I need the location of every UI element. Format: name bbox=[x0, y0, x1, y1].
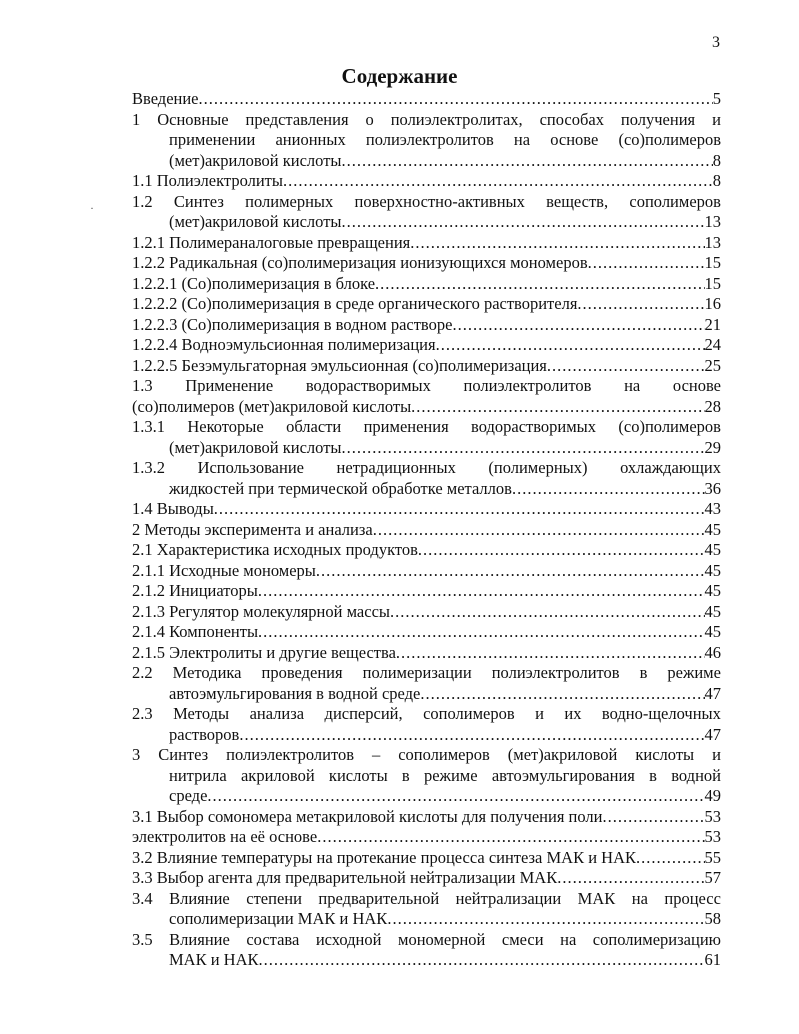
dot-leader bbox=[557, 868, 704, 888]
toc-line bbox=[132, 212, 721, 234]
toc-word: смеси bbox=[501, 929, 544, 949]
toc-line bbox=[132, 335, 721, 357]
toc-word: 1.2 bbox=[132, 191, 153, 211]
toc-line bbox=[132, 233, 721, 255]
toc-entry-label: жидкостей при термической обработке металлов bbox=[169, 478, 512, 498]
page-number: 3 bbox=[712, 34, 720, 51]
toc-entry-label: 2 Методы эксперимента и анализа bbox=[132, 519, 373, 539]
toc-entry-label: 2.1.4 Компоненты bbox=[132, 622, 259, 641]
toc-page-number: 58 bbox=[704, 909, 721, 928]
toc-word: применении bbox=[169, 130, 256, 149]
dot-leader bbox=[259, 950, 705, 970]
toc-word: режиме bbox=[667, 663, 721, 682]
toc-line bbox=[132, 192, 721, 214]
toc-word: 1.3.2 bbox=[132, 458, 165, 477]
toc-word: полиэлектролитов bbox=[365, 130, 494, 149]
toc-line bbox=[132, 89, 721, 111]
scan-speck: · bbox=[90, 201, 94, 215]
dot-leader bbox=[258, 581, 705, 601]
toc-word: на bbox=[560, 929, 577, 949]
toc-page-number: 16 bbox=[704, 294, 721, 313]
toc-word: и bbox=[535, 704, 544, 723]
toc-word: (полимерных) bbox=[488, 458, 588, 477]
toc-word: поверхностно-активных bbox=[354, 191, 525, 211]
toc-word: полимеризации bbox=[362, 663, 472, 682]
toc-word: способах bbox=[539, 109, 604, 129]
toc-entry-label: 1.2.2.4 Водноэмульсионная полимеризация bbox=[132, 335, 436, 354]
toc-word: водорастворимых bbox=[471, 417, 597, 436]
dot-leader bbox=[420, 684, 704, 704]
toc-word: 3.4 bbox=[132, 888, 153, 908]
dot-leader bbox=[577, 294, 704, 314]
toc-line bbox=[132, 315, 721, 337]
toc-page-number: 45 bbox=[704, 622, 721, 641]
toc-entry-label: 1.1 Полиэлектролиты bbox=[132, 171, 283, 190]
toc-page-number: 8 bbox=[712, 150, 721, 170]
dot-leader bbox=[342, 151, 713, 171]
toc-page-number: 45 bbox=[704, 540, 721, 559]
toc-word: 1.3 bbox=[132, 376, 153, 395]
toc-word: кислоты bbox=[328, 765, 388, 785]
toc-page-number: 8 bbox=[712, 171, 721, 190]
toc-line bbox=[132, 376, 721, 398]
toc-entry-label: автоэмульгирования в водной среде bbox=[169, 683, 421, 703]
toc-line bbox=[132, 294, 721, 316]
toc-line bbox=[132, 253, 721, 275]
toc-word: полиэлектролитах, bbox=[390, 109, 523, 129]
toc-line bbox=[132, 520, 721, 542]
toc-line bbox=[132, 561, 721, 583]
toc-word: предварительной bbox=[318, 888, 440, 908]
toc-word: Использование bbox=[197, 458, 304, 477]
toc-page-number: 53 bbox=[704, 827, 721, 846]
toc-word: водной bbox=[671, 765, 721, 785]
toc-word: анионных bbox=[275, 130, 346, 149]
toc-line bbox=[132, 438, 721, 460]
toc-page-number: 25 bbox=[704, 355, 721, 375]
toc-word: МАК bbox=[577, 888, 616, 908]
toc-page-number: 13 bbox=[704, 212, 721, 231]
dot-leader bbox=[342, 212, 705, 232]
toc-word: полиэлектролитов bbox=[491, 663, 620, 682]
toc-word: (мет)акриловой bbox=[507, 745, 618, 764]
toc-line bbox=[132, 130, 721, 152]
toc-word: представления bbox=[245, 109, 349, 129]
toc-page-number: 24 bbox=[704, 335, 721, 354]
toc-word: в bbox=[401, 765, 410, 785]
toc-page-number: 21 bbox=[704, 314, 721, 334]
toc-line bbox=[132, 458, 721, 480]
toc-page-number: 15 bbox=[704, 253, 721, 272]
toc-line bbox=[132, 930, 721, 952]
toc-word: (со)полимеров bbox=[618, 130, 721, 149]
toc-word: нейтрализации bbox=[455, 888, 562, 908]
toc-word: на bbox=[631, 888, 648, 908]
toc-line bbox=[132, 417, 721, 439]
dot-leader bbox=[396, 643, 705, 663]
toc-word: нетрадиционных bbox=[336, 458, 456, 477]
dot-leader bbox=[199, 89, 713, 109]
toc-word: 3 bbox=[132, 745, 141, 764]
toc-entry-label: 1.2.2.5 Безэмульгаторная эмульсионная (со)полимеризация bbox=[132, 355, 547, 375]
toc-word: в bbox=[649, 765, 657, 785]
toc-line bbox=[132, 725, 721, 747]
toc-word: сополимеров bbox=[629, 191, 721, 211]
toc-word: режиме bbox=[423, 765, 478, 785]
toc-page-number: 57 bbox=[704, 868, 721, 887]
toc-word: 3.5 bbox=[132, 929, 153, 949]
dot-leader bbox=[602, 807, 704, 827]
toc-entry-label: (со)полимеров (мет)акриловой кислоты bbox=[132, 396, 412, 416]
toc-word: полиэлектролитов bbox=[226, 745, 354, 764]
toc-line bbox=[132, 807, 721, 829]
toc-word: процесс bbox=[664, 888, 721, 908]
toc-entry-label: (мет)акриловой кислоты bbox=[169, 437, 342, 457]
dot-leader bbox=[418, 540, 705, 560]
toc-word: применения bbox=[363, 417, 449, 436]
toc-word: сополимеризацию bbox=[592, 929, 721, 949]
toc-word: на bbox=[513, 130, 531, 149]
toc-entry-label: 1.4 Выводы bbox=[132, 499, 214, 518]
toc-word: охлаждающих bbox=[620, 458, 721, 477]
toc-word: 2.3 bbox=[132, 704, 153, 723]
toc-line bbox=[132, 540, 721, 562]
toc-word: и bbox=[712, 745, 721, 764]
toc-entry-label: электролитов на её основе bbox=[132, 827, 318, 846]
dot-leader bbox=[373, 520, 705, 540]
toc-word: (со)полимеров bbox=[618, 417, 721, 436]
toc-word: сополимеров bbox=[423, 704, 515, 723]
toc-word: Основные bbox=[157, 109, 229, 129]
dot-leader bbox=[283, 171, 713, 191]
toc-word: дисперсий, bbox=[324, 704, 403, 723]
toc-page-number: 43 bbox=[704, 499, 721, 518]
toc-line bbox=[132, 499, 721, 521]
toc-word: нитрила bbox=[169, 765, 227, 785]
toc-page-number: 28 bbox=[704, 396, 721, 416]
toc-word: полимерных bbox=[245, 191, 334, 211]
dot-leader bbox=[239, 725, 704, 745]
toc-word: степени bbox=[246, 888, 302, 908]
toc-page-number: 13 bbox=[704, 232, 721, 252]
toc-entry-label: растворов bbox=[169, 724, 240, 744]
toc-page-number: 5 bbox=[712, 89, 721, 108]
toc-page-number: 53 bbox=[704, 806, 721, 826]
toc-line bbox=[132, 110, 721, 132]
toc-word: и bbox=[712, 109, 721, 129]
toc-word: области bbox=[286, 417, 342, 436]
toc-line bbox=[132, 745, 721, 767]
toc-page-number: 61 bbox=[704, 950, 721, 969]
toc-line bbox=[132, 704, 721, 726]
dot-leader bbox=[512, 479, 705, 499]
toc-line bbox=[132, 581, 721, 603]
toc-page-number: 47 bbox=[704, 683, 721, 703]
page-title: Содержание bbox=[341, 64, 458, 88]
dot-leader bbox=[316, 561, 705, 581]
toc-line bbox=[132, 868, 721, 890]
toc-word: автоэмульгирования bbox=[491, 765, 635, 785]
toc-line bbox=[132, 643, 721, 665]
toc-word: кислоты bbox=[635, 745, 695, 764]
toc-word: Методы bbox=[173, 704, 230, 723]
toc-word: состава bbox=[246, 929, 300, 949]
toc-word: акриловой bbox=[240, 765, 315, 785]
toc-entry-label: 2.1.5 Электролиты и другие вещества bbox=[132, 642, 396, 662]
toc-entry-label: 3.3 Выбор агента для предварительной нейтрализации МАК bbox=[132, 868, 558, 887]
toc-page-number: 36 bbox=[704, 478, 721, 498]
dot-leader bbox=[390, 602, 705, 622]
toc-line bbox=[132, 684, 721, 706]
toc-entry-label: (мет)акриловой кислоты bbox=[169, 150, 342, 170]
dot-leader bbox=[214, 499, 705, 519]
toc-word: основе bbox=[672, 376, 721, 395]
toc-word: 2.2 bbox=[132, 663, 153, 682]
toc-entry-label: 2.1 Характеристика исходных продуктов bbox=[132, 540, 418, 559]
toc-line bbox=[132, 766, 721, 788]
toc-word: Влияние bbox=[169, 888, 230, 908]
toc-page-number: 47 bbox=[704, 724, 721, 744]
toc-page-number: 45 bbox=[704, 519, 721, 539]
toc-entry-label: 3.1 Выбор сомономера метакриловой кислоты для получения поли bbox=[132, 806, 603, 826]
toc-line bbox=[132, 602, 721, 624]
dot-leader bbox=[436, 335, 705, 355]
toc-entry-label: 2.1.2 Инициаторы bbox=[132, 581, 258, 600]
toc-line bbox=[132, 274, 721, 296]
dot-leader bbox=[375, 274, 704, 294]
toc-word: их bbox=[564, 704, 582, 723]
toc-page-number: 29 bbox=[704, 437, 721, 457]
toc-entry-label: 2.1.1 Исходные мономеры bbox=[132, 560, 316, 580]
toc-entry-label: среде bbox=[169, 786, 208, 805]
toc-page-number: 55 bbox=[704, 847, 721, 867]
toc-entry-label: (мет)акриловой кислоты bbox=[169, 212, 342, 231]
toc-entry-label: 2.1.3 Регулятор молекулярной массы bbox=[132, 601, 390, 621]
toc-page-number: 46 bbox=[704, 642, 721, 662]
dot-leader bbox=[258, 622, 704, 642]
toc-word: водно-щелочных bbox=[601, 704, 721, 723]
toc-entry-label: 1.2.2.2 (Со)полимеризация в среде органического растворителя bbox=[132, 294, 578, 313]
toc-page-number: 45 bbox=[704, 560, 721, 580]
toc-line bbox=[132, 479, 721, 501]
toc-word: веществ, bbox=[546, 191, 609, 211]
toc-word: Методика bbox=[172, 663, 242, 682]
toc-page-number: 49 bbox=[704, 786, 721, 805]
toc-entry-label: МАК и НАК bbox=[169, 950, 259, 969]
toc-word: Влияние bbox=[169, 929, 230, 949]
toc-line bbox=[132, 889, 721, 911]
toc-line bbox=[132, 663, 721, 685]
toc-page-number: 45 bbox=[704, 581, 721, 600]
toc-word: проведения bbox=[261, 663, 343, 682]
toc-entry-label: 1.2.1 Полимераналоговые превращения bbox=[132, 232, 411, 252]
toc-line bbox=[132, 151, 721, 173]
toc-word: Синтез bbox=[158, 745, 209, 764]
toc-word: анализа bbox=[249, 704, 305, 723]
toc-word: исходной bbox=[315, 929, 382, 949]
dot-leader bbox=[317, 827, 704, 847]
toc-word: основе bbox=[550, 130, 599, 149]
toc-entry-label: 1.2.2.1 (Со)полимеризация в блоке bbox=[132, 273, 376, 293]
toc-entry-label: 3.2 Влияние температуры на протекание процесса синтеза МАК и НАК bbox=[132, 847, 637, 867]
toc-line bbox=[132, 622, 721, 644]
toc-line bbox=[132, 786, 721, 808]
toc-word: Применение bbox=[185, 376, 274, 395]
dot-leader bbox=[452, 315, 704, 335]
toc-line bbox=[132, 397, 721, 419]
dot-leader bbox=[588, 253, 705, 273]
toc-word: 1 bbox=[132, 109, 141, 129]
toc-entry-label: сополимеризации МАК и НАК bbox=[169, 909, 388, 928]
dot-leader bbox=[410, 233, 704, 253]
toc-line bbox=[132, 848, 721, 870]
toc-word: на bbox=[624, 376, 641, 395]
dot-leader bbox=[411, 397, 704, 417]
dot-leader bbox=[636, 848, 704, 868]
toc-word: – bbox=[371, 745, 381, 764]
toc-word: сополимеров bbox=[398, 745, 490, 764]
toc-entry-label: 1.2.2 Радикальная (со)полимеризация ионизующихся мономеров bbox=[132, 253, 588, 272]
toc-page-number: 45 bbox=[704, 601, 721, 621]
toc-page-number: 15 bbox=[704, 273, 721, 293]
dot-leader bbox=[342, 438, 705, 458]
toc-line bbox=[132, 827, 721, 849]
toc-word: 1.3.1 bbox=[132, 417, 165, 436]
toc-word: полиэлектролитов bbox=[463, 376, 592, 395]
toc-word: получения bbox=[620, 109, 696, 129]
toc-entry-label: Введение bbox=[132, 89, 199, 108]
toc-word: мономерной bbox=[398, 929, 486, 949]
toc-word: в bbox=[639, 663, 648, 682]
toc-entry-label: 1.2.2.3 (Со)полимеризация в водном растворе bbox=[132, 314, 453, 334]
toc-word: о bbox=[365, 109, 374, 129]
toc-line bbox=[132, 950, 721, 972]
dot-leader bbox=[387, 909, 704, 929]
toc-word: Некоторые bbox=[187, 417, 264, 436]
dot-leader bbox=[207, 786, 704, 806]
toc-word: Синтез bbox=[173, 191, 224, 211]
toc-word: водорастворимых bbox=[305, 376, 431, 395]
toc-line bbox=[132, 909, 721, 931]
toc-line bbox=[132, 171, 721, 193]
toc-line bbox=[132, 356, 721, 378]
dot-leader bbox=[547, 356, 705, 376]
